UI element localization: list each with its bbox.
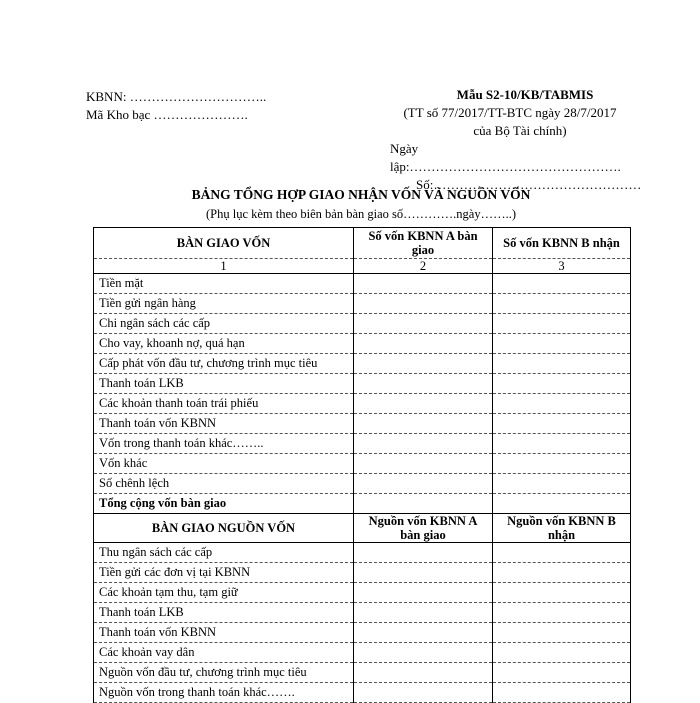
capital-row <box>94 354 631 374</box>
row-label: Cấp phát vốn đầu tư, chương trình mục tiêu <box>94 354 354 374</box>
treasury-code-label: Mã Kho bạc …………………. <box>86 107 248 122</box>
form-code: Mẫu S2-10/KB/TABMIS <box>456 87 594 102</box>
bank-a-amount-cell[interactable] <box>354 334 493 354</box>
bank-b-amount-cell[interactable] <box>493 394 631 414</box>
capital-column-header: BÀN GIAO VỐN <box>94 228 354 259</box>
row-label: Thanh toán LKB <box>94 603 354 623</box>
column-index: 2 <box>354 259 493 274</box>
column-index-row <box>94 259 631 274</box>
row-label: Thu ngân sách các cấp <box>94 543 354 563</box>
bank-a-amount-cell[interactable] <box>354 623 493 643</box>
funding-source-row <box>94 583 631 603</box>
capital-row <box>94 274 631 294</box>
row-label: Thanh toán LKB <box>94 374 354 394</box>
row-label: Vốn trong thanh toán khác…….. <box>94 434 354 454</box>
row-label: Vốn khác <box>94 454 354 474</box>
document-number-line: Số:………………………………………… <box>416 177 642 192</box>
bank-b-amount-cell[interactable] <box>493 454 631 474</box>
capital-row <box>94 394 631 414</box>
bank-a-amount-cell[interactable] <box>354 663 493 683</box>
kbnn-label: KBNN: ………………………….. <box>86 89 267 104</box>
funding-source-column-header: BÀN GIAO NGUỒN VỐN <box>94 514 354 543</box>
bank-b-amount-cell[interactable] <box>493 314 631 334</box>
handover-table <box>93 227 631 703</box>
row-label: Tiền mặt <box>94 274 354 294</box>
document-title: BẢNG TỔNG HỢP GIAO NHẬN VỐN VÀ NGUỒN VỐN <box>191 187 531 202</box>
bank-a-amount-cell[interactable] <box>354 374 493 394</box>
funding-source-header-row <box>94 514 631 543</box>
bank-a-amount-cell[interactable] <box>354 543 493 563</box>
legal-reference: (TT số 77/2017/TT-BTC ngày 28/7/2017 <box>403 105 617 120</box>
bank-b-amount-cell[interactable] <box>493 543 631 563</box>
capital-row <box>94 434 631 454</box>
bank-a-amount-cell[interactable] <box>354 394 493 414</box>
bank-a-amount-cell[interactable] <box>354 454 493 474</box>
header-left <box>86 88 266 124</box>
bank-a-capital-header: Số vốn KBNN A bàn giao <box>354 228 493 259</box>
bank-a-amount-cell[interactable] <box>354 643 493 663</box>
bank-b-amount-cell[interactable] <box>493 354 631 374</box>
bank-b-amount-cell[interactable] <box>493 583 631 603</box>
capital-row <box>94 374 631 394</box>
bank-a-amount-cell[interactable] <box>354 563 493 583</box>
row-label: Tiền gửi các đơn vị tại KBNN <box>94 563 354 583</box>
funding-source-row <box>94 623 631 643</box>
row-label: Các khoản vay dân <box>94 643 354 663</box>
capital-row <box>94 334 631 354</box>
bank-a-amount-cell[interactable] <box>354 474 493 494</box>
document-subtitle: (Phụ lục kèm theo biên bản bàn giao số………….ngày……..) <box>205 207 517 221</box>
capital-row <box>94 414 631 434</box>
capital-total-row <box>94 494 631 514</box>
capital-row <box>94 454 631 474</box>
bank-a-amount-cell[interactable] <box>354 274 493 294</box>
bank-a-amount-cell[interactable] <box>354 434 493 454</box>
bank-b-amount-cell[interactable] <box>493 643 631 663</box>
row-label: Số chênh lệch <box>94 474 354 494</box>
bank-a-source-header: Nguồn vốn KBNN A bàn giao <box>354 514 493 543</box>
bank-a-amount-cell[interactable] <box>354 414 493 434</box>
bank-a-amount-cell[interactable] <box>354 354 493 374</box>
row-label: Nguồn vốn đầu tư, chương trình mục tiêu <box>94 663 354 683</box>
row-label: Thanh toán vốn KBNN <box>94 623 354 643</box>
row-label: Tiền gửi ngân hàng <box>94 294 354 314</box>
funding-source-row <box>94 603 631 623</box>
bank-b-amount-cell[interactable] <box>493 294 631 314</box>
column-index: 1 <box>94 259 354 274</box>
row-label: Nguồn vốn trong thanh toán khác……. <box>94 683 354 703</box>
bank-a-amount-cell[interactable] <box>354 494 493 514</box>
capital-row <box>94 474 631 494</box>
bank-a-amount-cell[interactable] <box>354 603 493 623</box>
row-label: Các khoản thanh toán trái phiếu <box>94 394 354 414</box>
legal-reference-issuer: của Bộ Tài chính) <box>473 123 567 138</box>
row-label: Tổng cộng vốn bàn giao <box>94 494 354 514</box>
bank-b-amount-cell[interactable] <box>493 623 631 643</box>
bank-b-amount-cell[interactable] <box>493 274 631 294</box>
bank-b-amount-cell[interactable] <box>493 474 631 494</box>
row-label: Thanh toán vốn KBNN <box>94 414 354 434</box>
bank-b-amount-cell[interactable] <box>493 663 631 683</box>
column-index: 3 <box>493 259 631 274</box>
capital-row <box>94 294 631 314</box>
bank-b-amount-cell[interactable] <box>493 414 631 434</box>
bank-b-source-header: Nguồn vốn KBNN B nhận <box>493 514 631 543</box>
bank-b-capital-header: Số vốn KBNN B nhận <box>493 228 631 259</box>
funding-source-row <box>94 663 631 683</box>
capital-row <box>94 314 631 334</box>
capital-header-row <box>94 228 631 259</box>
header-right <box>350 86 650 194</box>
funding-source-row <box>94 643 631 663</box>
bank-a-amount-cell[interactable] <box>354 583 493 603</box>
bank-a-amount-cell[interactable] <box>354 314 493 334</box>
creation-date-line: Ngày lập:…………………………………………. <box>390 141 621 174</box>
bank-b-amount-cell[interactable] <box>493 334 631 354</box>
bank-b-amount-cell[interactable] <box>493 494 631 514</box>
funding-source-row <box>94 563 631 583</box>
bank-b-amount-cell[interactable] <box>493 374 631 394</box>
row-label: Chi ngân sách các cấp <box>94 314 354 334</box>
bank-b-amount-cell[interactable] <box>493 434 631 454</box>
bank-b-amount-cell[interactable] <box>493 563 631 583</box>
row-label: Các khoản tạm thu, tạm giữ <box>94 583 354 603</box>
row-label: Cho vay, khoanh nợ, quá hạn <box>94 334 354 354</box>
funding-source-row <box>94 543 631 563</box>
bank-b-amount-cell[interactable] <box>493 603 631 623</box>
bank-a-amount-cell[interactable] <box>354 294 493 314</box>
